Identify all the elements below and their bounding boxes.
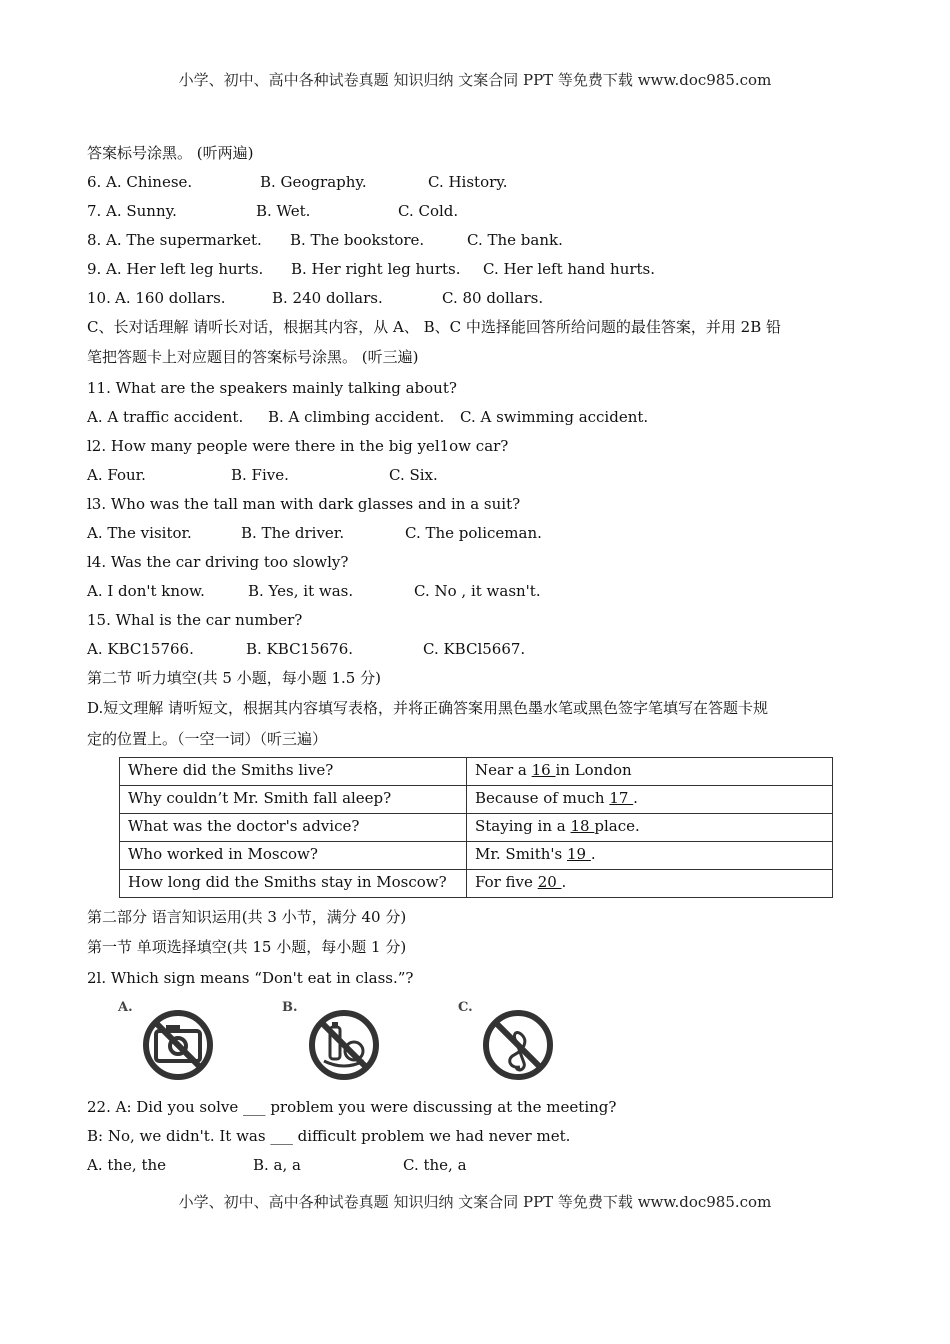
answer-blank: 18: [570, 817, 595, 835]
table-row: [120, 842, 833, 870]
sign-label-b: B.: [282, 1000, 298, 1015]
answer-pre: Near a: [475, 761, 532, 779]
option-c: C. Her left hand hurts.: [483, 260, 656, 278]
answer-post: in London: [555, 761, 632, 779]
option-a: A. The visitor.: [87, 524, 192, 542]
option-a: A. Four.: [87, 466, 146, 484]
table-question: Where did the Smiths live?: [120, 758, 467, 786]
no-camera-icon: [142, 1005, 214, 1083]
question-number: 8.: [87, 231, 102, 249]
answer-blank: 19: [567, 845, 591, 863]
option-a: A. Chinese.: [106, 173, 193, 191]
answer-blank: 16: [531, 761, 556, 779]
option-b: B. Geography.: [260, 173, 367, 191]
option-a: A. the, the: [87, 1156, 167, 1174]
answer-pre: Mr. Smith's: [475, 845, 567, 863]
section-d-instruction-cont: 定的位置上。（一空一词）（听三遍）: [87, 730, 328, 748]
option-c: C. The policeman.: [405, 524, 542, 542]
answer-blank: 20: [537, 873, 562, 891]
table-question: How long did the Smiths stay in Moscow?: [120, 870, 467, 898]
question-22-line-2: B: No, we didn't. It was ___ difficult problem we had never met.: [87, 1127, 571, 1145]
table-row: [120, 870, 833, 898]
option-c: C. KBCl5667.: [423, 640, 526, 658]
option-b: B. Wet.: [256, 202, 311, 220]
option-a: A. Sunny.: [106, 202, 177, 220]
option-b: B. 240 dollars.: [272, 289, 383, 307]
section-d-instruction: D.短文理解 请听短文，根据其内容填写表格，并将正确答案用黑色墨水笔或黑色签字笔填写在答题卡规: [87, 699, 769, 717]
part-2-title: 第二部分 语言知识运用(共 3 小节，满分 40 分): [87, 908, 407, 926]
option-c: C. Six.: [389, 466, 438, 484]
sign-label-a: A.: [118, 1000, 133, 1015]
question-number: 10.: [87, 289, 111, 307]
question-12: l2. How many people were there in the big yel1ow car?: [87, 437, 509, 455]
page-header: 小学、初中、高中各种试卷真题 知识归纳 文案合同 PPT 等免费下载 www.doc985.com: [178, 71, 772, 89]
option-b: B. Yes, it was.: [248, 582, 354, 600]
part-2-section-1-title: 第一节 单项选择填空(共 15 小题，每小题 1 分): [87, 938, 407, 956]
table-row: [120, 786, 833, 814]
section-2-title: 第二节 听力填空(共 5 小题，每小题 1.5 分): [87, 669, 381, 687]
question-15: 15. Whal is the car number?: [87, 611, 303, 629]
option-c: C. A swimming accident.: [460, 408, 649, 426]
question-21: 2l. Which sign means “Don't eat in class.”?: [87, 969, 414, 987]
option-b: B. The bookstore.: [290, 231, 425, 249]
table-question: What was the doctor's advice?: [120, 814, 467, 842]
question-number: 7.: [87, 202, 102, 220]
table-answer: [467, 842, 833, 870]
option-b: B. KBC15676.: [246, 640, 354, 658]
option-a: A. A traffic accident.: [87, 408, 244, 426]
table-answer: [467, 786, 833, 814]
option-a: A. 160 dollars.: [115, 289, 226, 307]
no-food-icon: [308, 1005, 380, 1083]
option-b: B. Five.: [231, 466, 289, 484]
option-c: C. Cold.: [398, 202, 459, 220]
table-row: [120, 814, 833, 842]
page-footer: 小学、初中、高中各种试卷真题 知识归纳 文案合同 PPT 等免费下载 www.doc985.com: [178, 1193, 772, 1211]
answer-pre: Staying in a: [475, 817, 571, 835]
section-c-instruction-cont: 笔把答题卡上对应题目的答案标号涂黑。 (听三遍): [87, 348, 419, 366]
option-a: A. I don't know.: [87, 582, 205, 600]
question-number: 6.: [87, 173, 102, 191]
answer-post: .: [561, 873, 567, 891]
option-b: B. A climbing accident.: [268, 408, 445, 426]
option-b: B. Her right leg hurts.: [291, 260, 461, 278]
table-question: Who worked in Moscow?: [120, 842, 467, 870]
sign-images: [112, 1000, 582, 1090]
fill-in-table: [119, 757, 833, 898]
table-answer: [467, 814, 833, 842]
question-11: 11. What are the speakers mainly talking about?: [87, 379, 457, 397]
option-b: B. The driver.: [241, 524, 345, 542]
table-answer: [467, 758, 833, 786]
table-answer: [467, 870, 833, 898]
answer-post: .: [633, 789, 638, 807]
answer-pre: For five: [475, 873, 538, 891]
answer-pre: Because of much: [475, 789, 610, 807]
option-a: A. Her left leg hurts.: [106, 260, 264, 278]
table-row: [120, 758, 833, 786]
option-c: C. the, a: [403, 1156, 467, 1174]
answer-blank: 17: [609, 789, 634, 807]
option-c: C. 80 dollars.: [442, 289, 544, 307]
question-number: 9.: [87, 260, 102, 278]
section-c-instruction: C、长对话理解 请听长对话，根据其内容，从 A、 B、C 中选择能回答所给问题的最佳答案，并用 2B 铅: [87, 318, 781, 336]
option-c: C. No , it wasn't.: [414, 582, 541, 600]
question-14: l4. Was the car driving too slowly?: [87, 553, 349, 571]
question-22-line-1: 22. A: Did you solve ___ problem you were discussing at the meeting?: [87, 1098, 617, 1116]
option-a: A. KBC15766.: [87, 640, 194, 658]
option-a: A. The supermarket.: [106, 231, 262, 249]
question-13: l3. Who was the tall man with dark glasses and in a suit?: [87, 495, 521, 513]
no-music-icon: [482, 1005, 554, 1083]
answer-post: .: [590, 845, 596, 863]
option-c: C. History.: [428, 173, 508, 191]
section-b-instruction-tail: 答案标号涂黑。 (听两遍): [87, 144, 254, 162]
option-b: B. a, a: [253, 1156, 301, 1174]
table-question: Why couldn’t Mr. Smith fall aleep?: [120, 786, 467, 814]
answer-post: place.: [594, 817, 640, 835]
sign-label-c: C.: [458, 1000, 473, 1015]
option-c: C. The bank.: [467, 231, 563, 249]
